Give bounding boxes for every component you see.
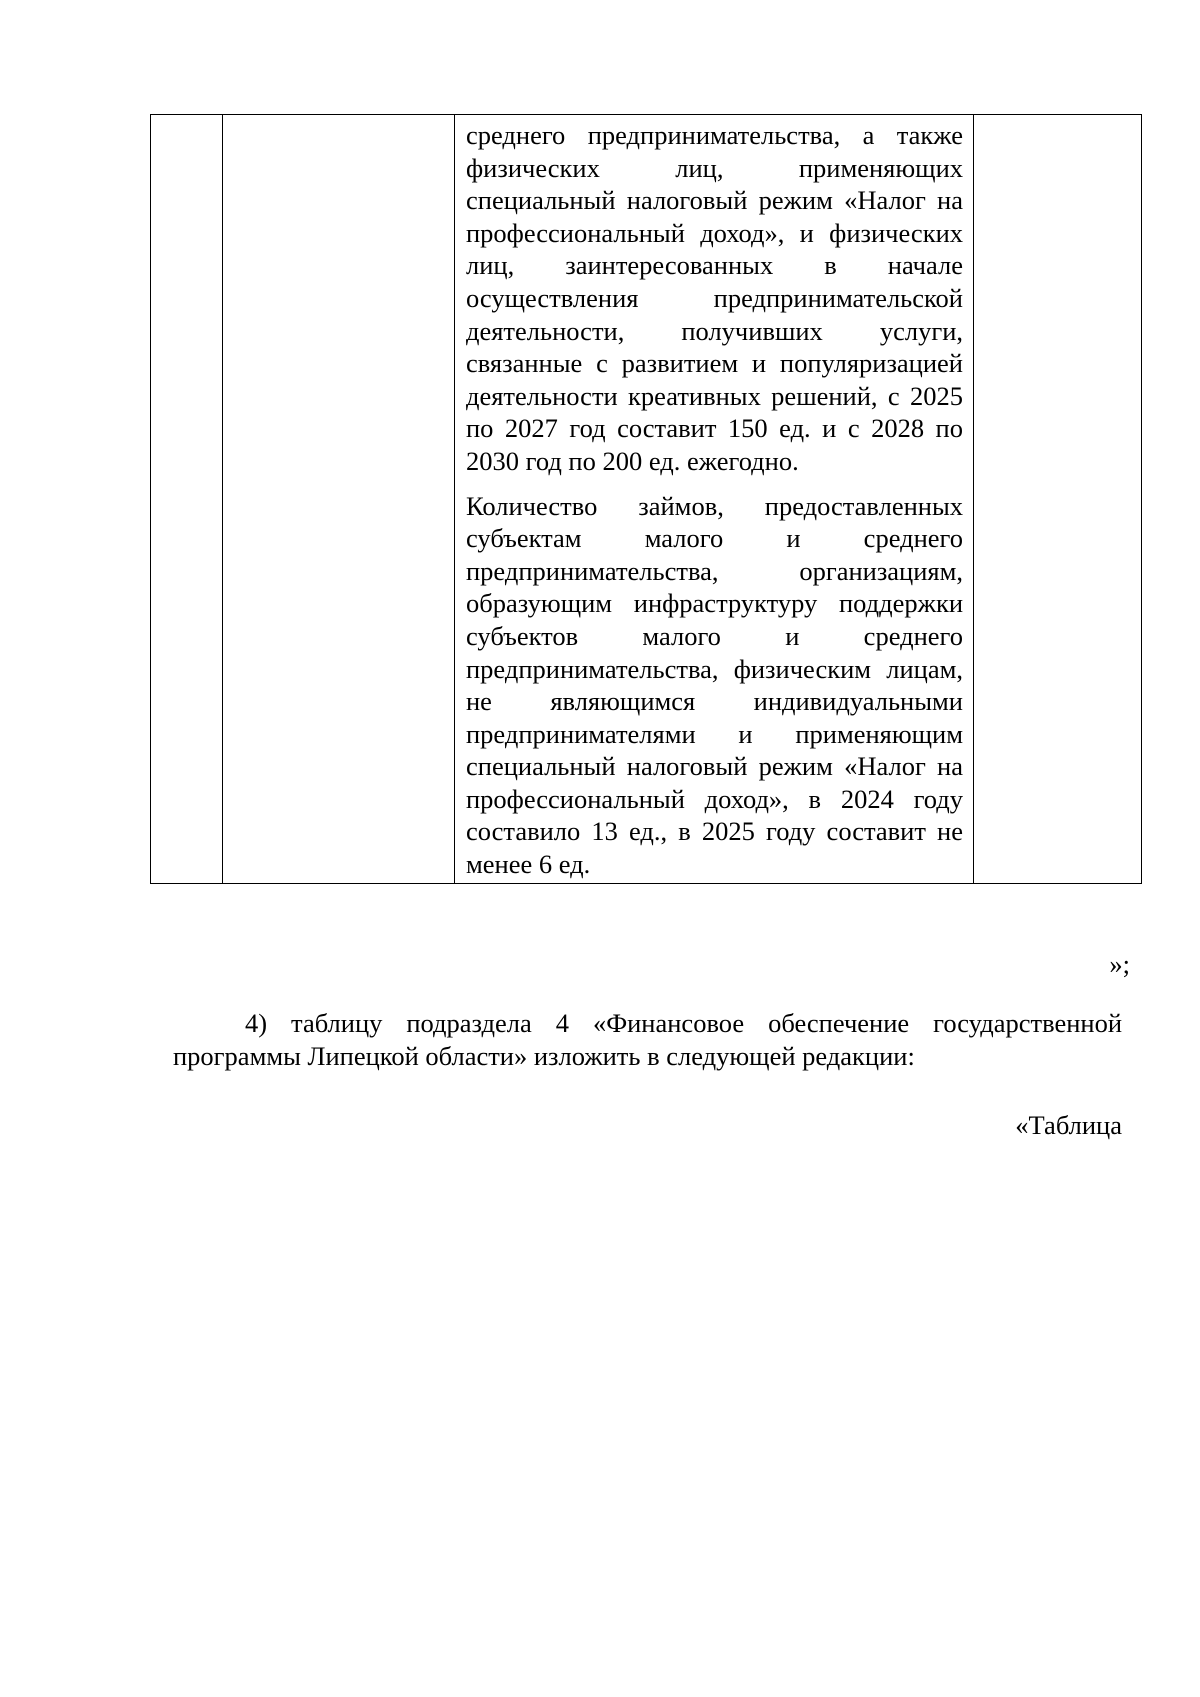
indicators-table <box>150 114 1142 884</box>
closing-quote: »; <box>1109 949 1130 979</box>
cell-paragraph-2: Количество займов, предоставленных субъектам малого и среднего предпринимательства, организациям, образующим инфраструктуру поддержки субъектов малого и среднего предпринимательства, физическим лицам, не являющимся индивидуальными предпринимателями и применяющим специальный налоговый режим «Налог на профессиональный доход», в 2024 году составило 13 ед., в 2025 году составит не менее 6 ед. <box>466 490 963 880</box>
table-row <box>151 115 1142 884</box>
table-cell-number <box>151 115 223 884</box>
cell-paragraph-1: среднего предпринимательства, а также физических лиц, применяющих специальный налоговый режим «Налог на профессиональный доход», и физических лиц, заинтересованных в начале осуществления предпринимательской деятельности, получивших услуги, связанные с развитием и популяризацией деятельности креативных решений, с 2025 по 2027 год составит 150 ед. и с 2028 по 2030 год по 200 ед. ежегодно. <box>466 120 963 476</box>
cell-text <box>455 115 973 883</box>
table-cell-empty <box>974 115 1142 884</box>
item-4-paragraph: 4) таблицу подраздела 4 «Финансовое обеспечение государственной программы Липецкой области» изложить в следующей редакции: <box>173 1008 1122 1071</box>
table-cell-name <box>223 115 455 884</box>
table-cell-description <box>455 115 974 884</box>
table-caption: «Таблица <box>1015 1110 1122 1140</box>
